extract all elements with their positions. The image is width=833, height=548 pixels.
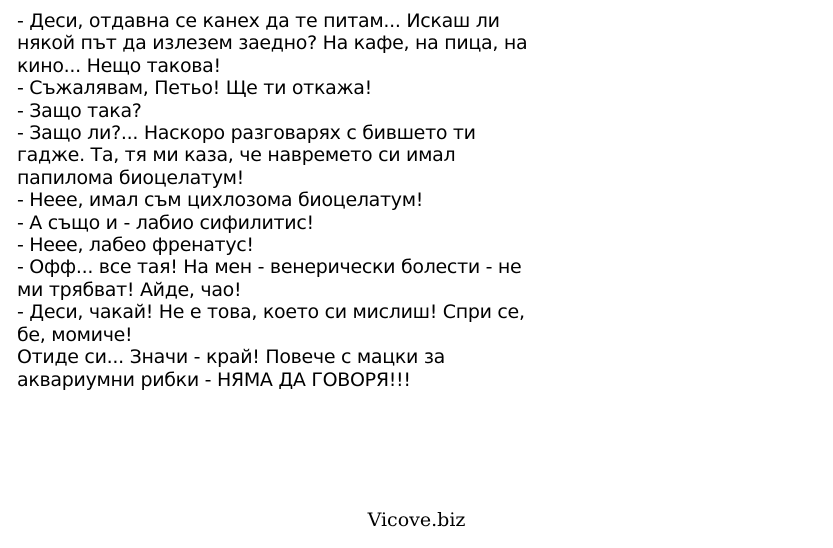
joke-line: папилома биоцелатум!	[17, 166, 244, 189]
joke-line: - Защо така?	[17, 99, 142, 122]
joke-line: - Деси, чакай! Не е това, което си мислиш! Спри се,	[17, 301, 525, 324]
joke-line: - А също и - лабио сифилитис!	[17, 211, 314, 234]
joke-line: бе, момиче!	[17, 323, 133, 346]
joke-line: - Нeee, лабео френатус!	[17, 234, 254, 257]
joke-line: ми трябват! Айде, чао!	[17, 278, 242, 301]
joke-line: - Деси, отдавна се канех да те питам... Искаш ли	[17, 10, 500, 32]
joke-line: гадже. Та, тя ми каза, че навремето си имал	[17, 144, 456, 167]
joke-text	[17, 10, 617, 391]
joke-line: Отиде си... Значи - край! Повече с мацки за	[17, 346, 445, 369]
site-watermark: Vicove.biz	[367, 509, 466, 531]
joke-line: някой път да излезем заедно? На кафе, на пица, на	[17, 32, 528, 55]
joke-line: - Защо ли?... Наскоро разговарях с бившето ти	[17, 122, 476, 145]
joke-line: аквариумни рибки - НЯМА ДА ГОВОРЯ!!!	[17, 368, 411, 391]
joke-line: - Съжалявам, Петьо! Ще ти откажа!	[17, 77, 372, 100]
joke-line: - Офф... все тая! На мен - венерически болести - не	[17, 256, 522, 279]
joke-line: кино... Нещо такова!	[17, 54, 221, 77]
joke-line: - Нeee, имал съм цихлозома биоцелатум!	[17, 189, 424, 212]
